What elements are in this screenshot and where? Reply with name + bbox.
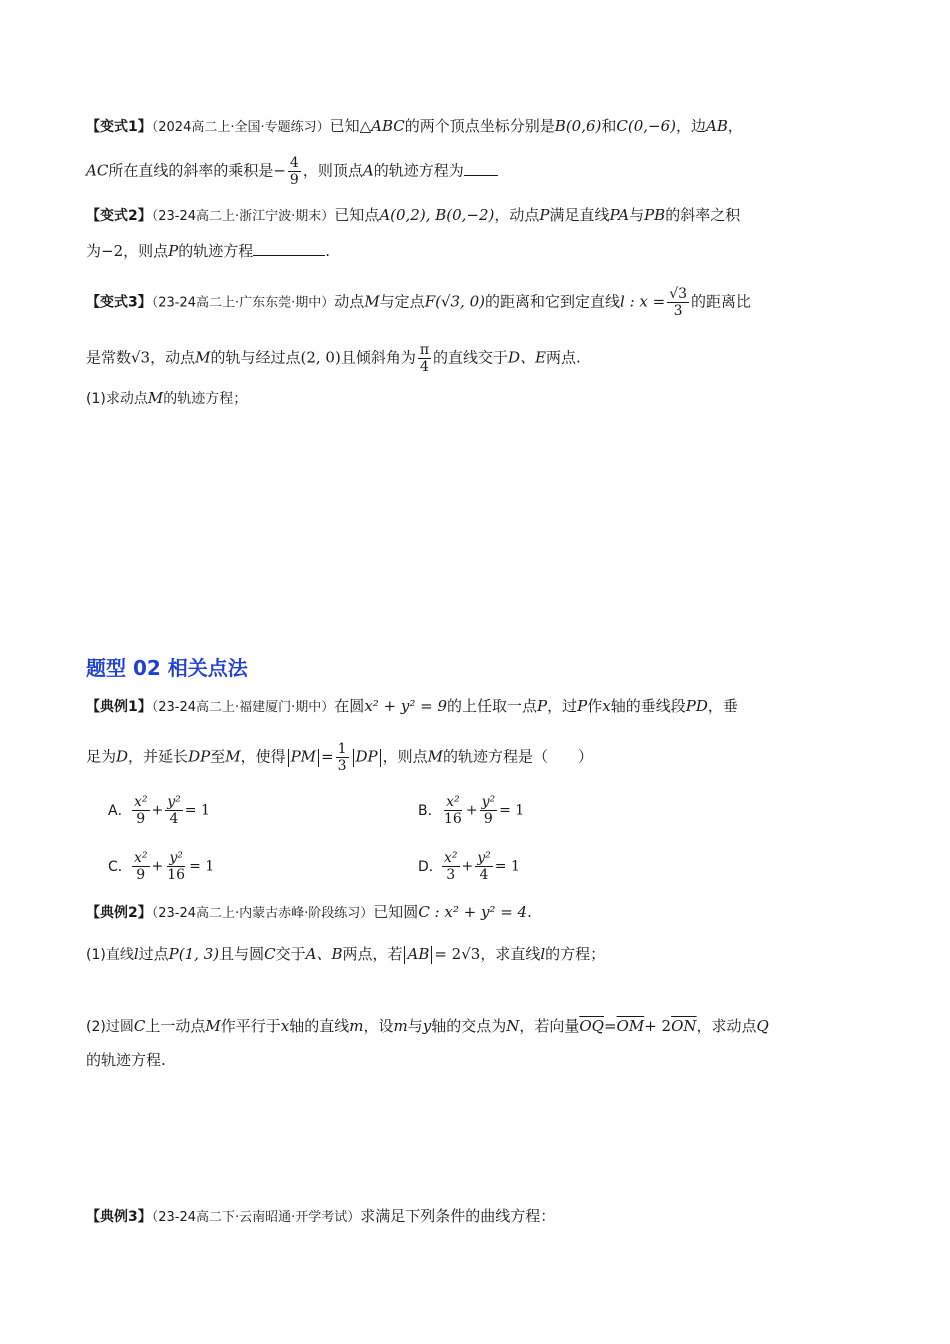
math: N (506, 1017, 520, 1035)
variant-1-tag: 【变式1】 (86, 119, 152, 135)
abs-bar (353, 749, 354, 767)
math: (2, 0) (300, 348, 341, 367)
fraction (418, 342, 431, 375)
text: 且倾斜角为 (340, 348, 416, 367)
text: . (527, 903, 532, 921)
math: P (168, 242, 179, 260)
math: AB (407, 945, 430, 963)
text: ，则顶点 (302, 161, 363, 180)
text: 求满足下列条件的曲线方程： (360, 1207, 556, 1225)
math: M (205, 1017, 221, 1035)
abs-bar (404, 946, 405, 964)
math: DP (355, 747, 378, 766)
text: 所在直线的斜率的乘积是 (108, 161, 274, 180)
text: ，使得 (240, 747, 286, 766)
answer-blank (464, 161, 498, 176)
text: 的轨与经过点 (210, 348, 301, 367)
text: = (321, 747, 334, 766)
math: C (133, 1017, 146, 1035)
fraction (442, 794, 464, 827)
math: P (537, 697, 548, 715)
math: Q (756, 1017, 769, 1035)
variant-3-question-1 (86, 387, 866, 410)
text: 的距离比 (691, 292, 752, 311)
fraction (132, 850, 150, 883)
math: x² + y² = 9 (364, 697, 448, 715)
text: = 1 (184, 802, 210, 819)
math: P (577, 697, 588, 715)
abs-bar (318, 749, 319, 767)
text: 的轨迹方程为 (373, 161, 464, 180)
text: = 1 (499, 802, 525, 819)
text: = 1 (189, 858, 215, 875)
text: ， (727, 117, 743, 135)
variant-2-line-1 (86, 204, 866, 228)
vector: $\overline{ON}$ (671, 1017, 697, 1035)
text: 且与圆 (219, 945, 265, 963)
math: A(0,2), B(0,−2) (379, 206, 495, 224)
text: 作平行于 (220, 1017, 281, 1035)
example-1-source: （23-24高二上·福建厦门·期中） (151, 700, 335, 715)
math: AB (706, 117, 728, 135)
option-label: B． (418, 802, 442, 819)
denominator: 16 (167, 867, 186, 883)
fraction (480, 794, 498, 827)
numerator: π (419, 342, 430, 358)
text: 满足直线 (549, 206, 610, 224)
text: 上一动点 (145, 1017, 206, 1035)
math: M (147, 389, 164, 407)
math: P(1, 3) (168, 945, 220, 963)
fraction (165, 850, 187, 883)
math: M (225, 747, 241, 766)
example-2-source: （23-24高二上·内蒙古赤峰·阶段练习） (151, 906, 374, 921)
example-3-line-1 (86, 1205, 866, 1229)
abs-bar (431, 946, 432, 964)
denominator: 3 (446, 867, 456, 883)
variant-3-source: （23-24高二上·广东东莞·期中） (151, 295, 335, 311)
text: ，动点 (494, 206, 540, 224)
math: A、B (305, 945, 343, 963)
math: l : x = (620, 292, 666, 311)
text: + 2 (644, 1017, 672, 1035)
numerator: x² (444, 850, 458, 866)
example-2-question-2-line-2 (86, 1049, 866, 1071)
text: ，过 (547, 697, 578, 715)
example-1-line-2 (86, 741, 866, 774)
math: AC (86, 161, 109, 180)
text: 过点 (138, 945, 169, 963)
numerator: y² (167, 794, 181, 810)
text: − (273, 161, 286, 180)
text: ，若向量 (519, 1017, 580, 1035)
math: DP (188, 747, 211, 766)
example-2-tag: 【典例2】 (86, 905, 152, 921)
denominator: 3 (673, 303, 683, 319)
text: 的斜率之积 (665, 206, 741, 224)
denominator: 4 (419, 359, 429, 375)
text: 至 (210, 747, 226, 766)
math: M (195, 348, 211, 367)
option-a[interactable]: A． $\frac{\text{x²}}{9}$ + $\frac{\text{y²}}{4}$ = 1 (108, 794, 210, 827)
text: ，求动点 (696, 1017, 757, 1035)
text: 轴的交点为 (431, 1017, 507, 1035)
variant-1-line-1 (86, 115, 866, 139)
math: M (427, 747, 444, 766)
text: ，则点 (382, 747, 428, 766)
text: 两点，若 (342, 945, 403, 963)
denominator: 9 (483, 811, 493, 827)
text: = 2√3 (434, 945, 481, 963)
text: 的直线交于 (433, 348, 509, 367)
text: 已知点 (334, 206, 380, 224)
math: C (264, 945, 276, 963)
example-3-tag: 【典例3】 (86, 1209, 152, 1225)
numerator: y² (481, 794, 496, 810)
variant-2-source: （23-24高二上·浙江宁波·期末） (151, 209, 335, 224)
option-c[interactable]: C． $\frac{\text{x²}}{9}$ + $\frac{\text{y²}}{16}$ = 1 (108, 850, 215, 883)
text: = 1 (494, 858, 520, 875)
fraction (336, 741, 349, 774)
denominator: 4 (479, 867, 489, 883)
vector: $\overline{OM}$ (616, 1017, 645, 1035)
denominator: 9 (289, 172, 299, 188)
text: 在圆 (334, 697, 365, 715)
math: C(0,−6) (616, 117, 677, 135)
example-2-line-1 (86, 901, 866, 925)
numerator: 1 (337, 741, 347, 757)
denominator: 3 (337, 758, 347, 774)
math: PA (609, 206, 630, 224)
text: = (603, 1017, 617, 1035)
numerator: x² (134, 794, 148, 810)
text: 是常数√3，动点 (86, 348, 196, 367)
math: x (602, 697, 611, 715)
text: 的轨迹方程 (178, 242, 254, 260)
text: 两点. (546, 348, 581, 367)
numerator: x² (446, 794, 460, 810)
text: 与 (407, 1017, 423, 1035)
text: . (325, 242, 331, 260)
fraction (442, 850, 460, 883)
denominator: 16 (444, 811, 462, 827)
variant-1-source: （2024高二上·全国·专题练习） (151, 120, 330, 135)
math: A (362, 161, 374, 180)
variant-3-line-2 (86, 342, 866, 375)
text: 动点 (334, 292, 365, 311)
variant-1-line-2 (86, 155, 866, 188)
numerator: y² (477, 850, 491, 866)
example-3-source: （23-24高二下·云南昭通·开学考试） (151, 1210, 361, 1225)
numerator: x² (134, 850, 148, 866)
text: 的轨迹方程是（ ） (443, 747, 594, 766)
denominator: 9 (136, 811, 146, 827)
text: (2)过圆 (86, 1019, 134, 1035)
math: PD (685, 697, 708, 715)
text: 足为 (86, 747, 117, 766)
text: 作 (587, 697, 603, 715)
text: 已知圆 (373, 903, 419, 921)
text: 的方程； (545, 945, 606, 963)
math: ABC (371, 117, 405, 135)
math: PM (290, 747, 317, 766)
text: ，设 (363, 1017, 394, 1035)
vector: $\overline{OQ}$ (579, 1017, 604, 1035)
text: 轴的直线 (289, 1017, 350, 1035)
abs-bar (380, 749, 381, 767)
math: l (133, 945, 139, 963)
fraction (132, 794, 150, 827)
denominator: 4 (169, 811, 179, 827)
answer-blank (253, 241, 325, 256)
text: 与定点 (379, 292, 425, 311)
example-2-question-1 (86, 943, 866, 966)
text: 的两个顶点坐标分别是 (404, 117, 555, 135)
text: 的距离和它到定直线 (484, 292, 620, 311)
text: 轴的垂线段 (610, 697, 686, 715)
option-label: D． (418, 858, 443, 875)
denominator: 9 (136, 867, 146, 883)
text: (1)直线 (86, 947, 134, 963)
numerator: y² (169, 850, 183, 866)
math: C : x² + y² = 4 (418, 903, 528, 921)
example-2-question-2-line-1 (86, 1015, 866, 1038)
text: ，并延长 (128, 747, 189, 766)
text: (1)求动点 (86, 391, 148, 407)
math: m (349, 1017, 364, 1035)
section-heading: 题型 02 相关点法 (86, 656, 248, 680)
math: P (539, 206, 550, 224)
math: D、E (508, 348, 547, 367)
option-label: C． (108, 858, 132, 875)
math: l (540, 945, 546, 963)
variant-2-tag: 【变式2】 (86, 208, 152, 224)
text: ，垂 (707, 697, 738, 715)
math: y (422, 1017, 432, 1035)
numerator: 4 (289, 155, 299, 171)
abs-bar (288, 749, 289, 767)
text: 的轨迹方程. (86, 1051, 166, 1069)
text: 已知△ (329, 117, 372, 135)
math: M (364, 292, 380, 311)
fraction (165, 794, 183, 827)
example-1-line-1 (86, 695, 866, 719)
text: ，边 (676, 117, 707, 135)
variant-2-line-2 (86, 240, 866, 262)
fraction (475, 850, 493, 883)
text: 的上任取一点 (447, 697, 538, 715)
math: m (393, 1017, 408, 1035)
fraction (288, 155, 301, 188)
variant-3-tag: 【变式3】 (86, 294, 152, 311)
variant-3-line-1 (86, 286, 866, 319)
text: 为−2，则点 (86, 242, 169, 260)
math: D (116, 747, 129, 766)
option-b[interactable]: B． $\frac{\text{x²}}{16}$ + $\frac{\text{y²}}{9}$ = 1 (418, 794, 525, 827)
math: PB (644, 206, 666, 224)
fraction (667, 286, 689, 319)
numerator: √3 (669, 286, 688, 302)
option-label: A． (108, 802, 132, 819)
example-1-tag: 【典例1】 (86, 699, 152, 715)
math: x (280, 1017, 290, 1035)
text: 的轨迹方程； (163, 391, 248, 407)
text: 交于 (275, 945, 306, 963)
text: 和 (601, 117, 617, 135)
text: ，求直线 (480, 945, 541, 963)
option-d[interactable]: D． $\frac{\text{x²}}{3}$ + $\frac{\text{y²}}{4}$ = 1 (418, 850, 520, 883)
text: 与 (629, 206, 645, 224)
math: B(0,6) (554, 117, 602, 135)
math: F(√3, 0) (424, 292, 485, 311)
